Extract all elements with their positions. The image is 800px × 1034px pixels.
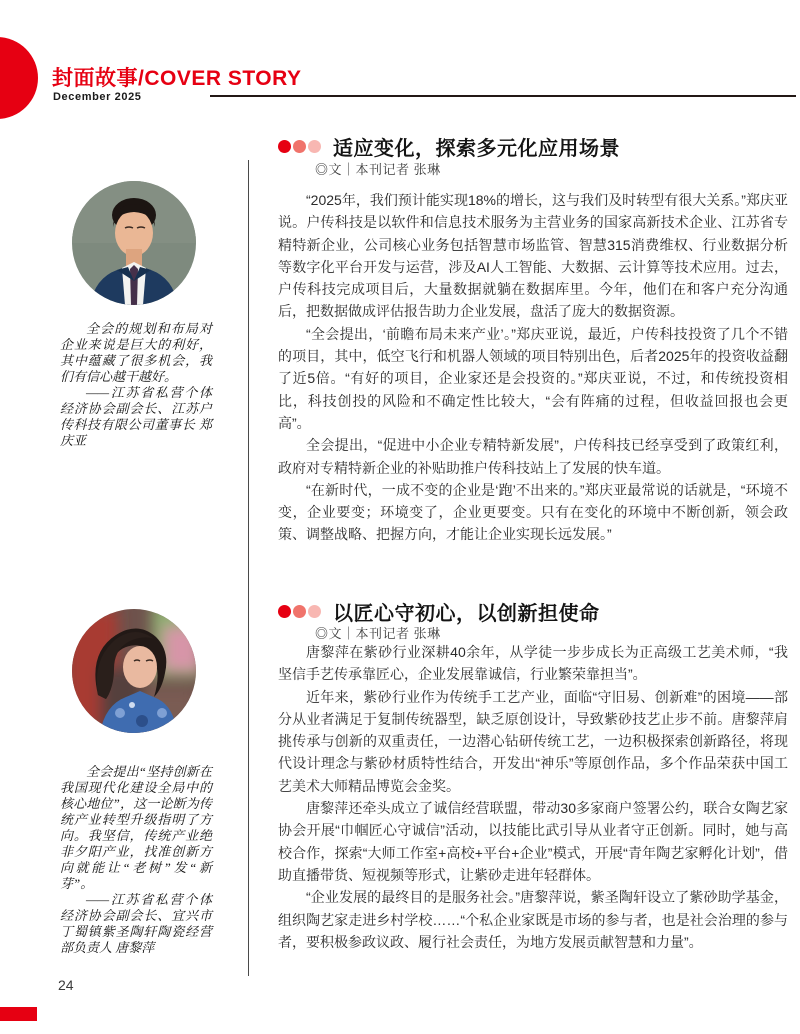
article-2-header	[278, 597, 600, 626]
bullet-dot-icon	[308, 140, 321, 153]
paragraph: “全会提出，‘前瞻布局未来产业’。”郑庆亚说，最近，户传科技投资了几个不错的项目，其中，低空飞行和机器人领域的项目特别出色，后者2025年的投资收益翻了近5倍。“有好的项目，企业家还是会投资的。”郑庆亚说，不过，和传统投资相比，科技创投的风险和不确定性比较大，“会有阵痛的过程，但收益回报也会更高”。	[278, 325, 788, 431]
paragraph: “2025年，我们预计能实现18%的增长，这与我们及时转型有很大关系。”郑庆亚说。户传科技是以软件和信息技术服务为主营业务的国家高新技术企业、江苏省专精特新企业，公司核心业务包括智慧市场监管、智慧315消费维权、行业数据分析等数字化平台开发与运营，涉及AI人工智能、大数据、云计算等技术应用。过去，户传科技完成项目后，大量数据就躺在数据库里。今年，他们在和客户充分沟通后，把数据做成评估报告助力企业发展，盘活了庞大的数据资源。	[278, 192, 788, 320]
paragraph: “在新时代，一成不变的企业是‘跑’不出来的。”郑庆亚最常说的话就是，“环境不变，企业要变；环境变了，企业更要变。只有在变化的环境中不断创新，领会政策、调整战略、把握方向，才能让企业实现长远发展。”	[278, 481, 788, 543]
caption-attribution: ——江苏省私营个体经济协会副会长、宜兴市丁蜀镇紫圣陶轩陶瓷经营部负责人 唐黎萍	[60, 892, 212, 955]
article-2-title: 以匠心守初心，以创新担使命	[333, 603, 600, 625]
photo-caption-quote-1	[60, 321, 212, 449]
page-number: 24	[58, 977, 74, 993]
bullet-dot-icon	[293, 140, 306, 153]
caption-quote: 全会的规划和布局对企业来说是巨大的利好，其中蕴藏了很多机会，我们有信心越干越好。	[60, 321, 212, 384]
paragraph: 全会提出，“促进中小企业专精特新发展”，户传科技已经享受到了政策红利，政府对专精特新企业的补贴助推户传科技站上了发展的快车道。	[278, 437, 788, 476]
portrait-woman-illustration	[72, 609, 196, 733]
bullet-dot-icon	[278, 605, 291, 618]
red-corner-circle-decoration	[0, 37, 38, 119]
header-rule-line	[210, 95, 796, 97]
issue-date: December 2025	[53, 91, 142, 103]
paragraph: 唐黎萍还牵头成立了诚信经营联盟，带动30多家商户签署公约，联合女陶艺家协会开展“巾帼匠心守诚信”活动，以技能比武引导从业者守正创新。同时，她与高校合作，探索“大师工作室+高校+平台+企业”模式，开展“青年陶艺家孵化计划”，借助直播带货、短视频等形式，让紫砂走进年轻群体。	[278, 800, 788, 883]
portrait-man-illustration	[72, 181, 196, 305]
article-2-byline: ◎文｜本刊记者 张琳	[315, 626, 441, 641]
paragraph: 唐黎萍在紫砂行业深耕40余年，从学徒一步步成长为正高级工艺美术师，“我坚信手艺传承靠匠心，企业发展靠诚信，行业繁荣靠担当”。	[278, 644, 788, 683]
bullet-dot-icon	[278, 140, 291, 153]
paragraph: “企业发展的最终目的是服务社会。”唐黎萍说，紫圣陶轩设立了紫砂助学基金，组织陶艺家走进乡村学校……“个私企业家既是市场的参与者，也是社会治理的参与者，要积极参政议政、履行社会责任，为地方发展贡献智慧和力量”。	[278, 889, 788, 950]
portrait-photo-zheng-qingya	[72, 181, 196, 305]
column-divider-line	[248, 160, 249, 976]
portrait-photo-tang-liping	[72, 609, 196, 733]
bullet-dot-icon	[308, 605, 321, 618]
footer-red-bar-decoration	[0, 1007, 37, 1021]
paragraph: 近年来，紫砂行业作为传统手工艺产业，面临“守旧易、创新难”的困境——部分从业者满足于复制传统器型，缺乏原创设计，导致紫砂技艺止步不前。唐黎萍肩挑传承与创新的双重责任，一边潜心钻研传统工艺，一边积极探索创新路径，将现代设计理念与紫砂材质特性结合，开发出“神乐”等原创作品，多个作品荣获中国工艺美术大师精品博览会金奖。	[278, 688, 788, 794]
section-title: 封面故事/COVER STORY	[52, 67, 302, 90]
caption-attribution: ——江苏省私营个体经济协会副会长、江苏户传科技有限公司董事长 郑庆亚	[60, 385, 212, 448]
bullet-dots-icon	[278, 605, 323, 618]
article-2-body	[278, 641, 788, 953]
bullet-dots-icon	[278, 140, 323, 153]
article-1-byline: ◎文｜本刊记者 张琳	[315, 162, 441, 177]
article-1-body	[278, 189, 788, 546]
photo-caption-quote-2	[60, 764, 212, 956]
caption-quote: 全会提出“坚持创新在我国现代化建设全局中的核心地位”，这一论断为传统产业转型升级指明了方向。我坚信，传统产业绝非夕阳产业，找准创新方向就能让“老树”发“新芽”。	[60, 764, 212, 891]
article-1-header	[278, 132, 620, 161]
bullet-dot-icon	[293, 605, 306, 618]
article-1-title: 适应变化，探索多元化应用场景	[333, 138, 620, 160]
